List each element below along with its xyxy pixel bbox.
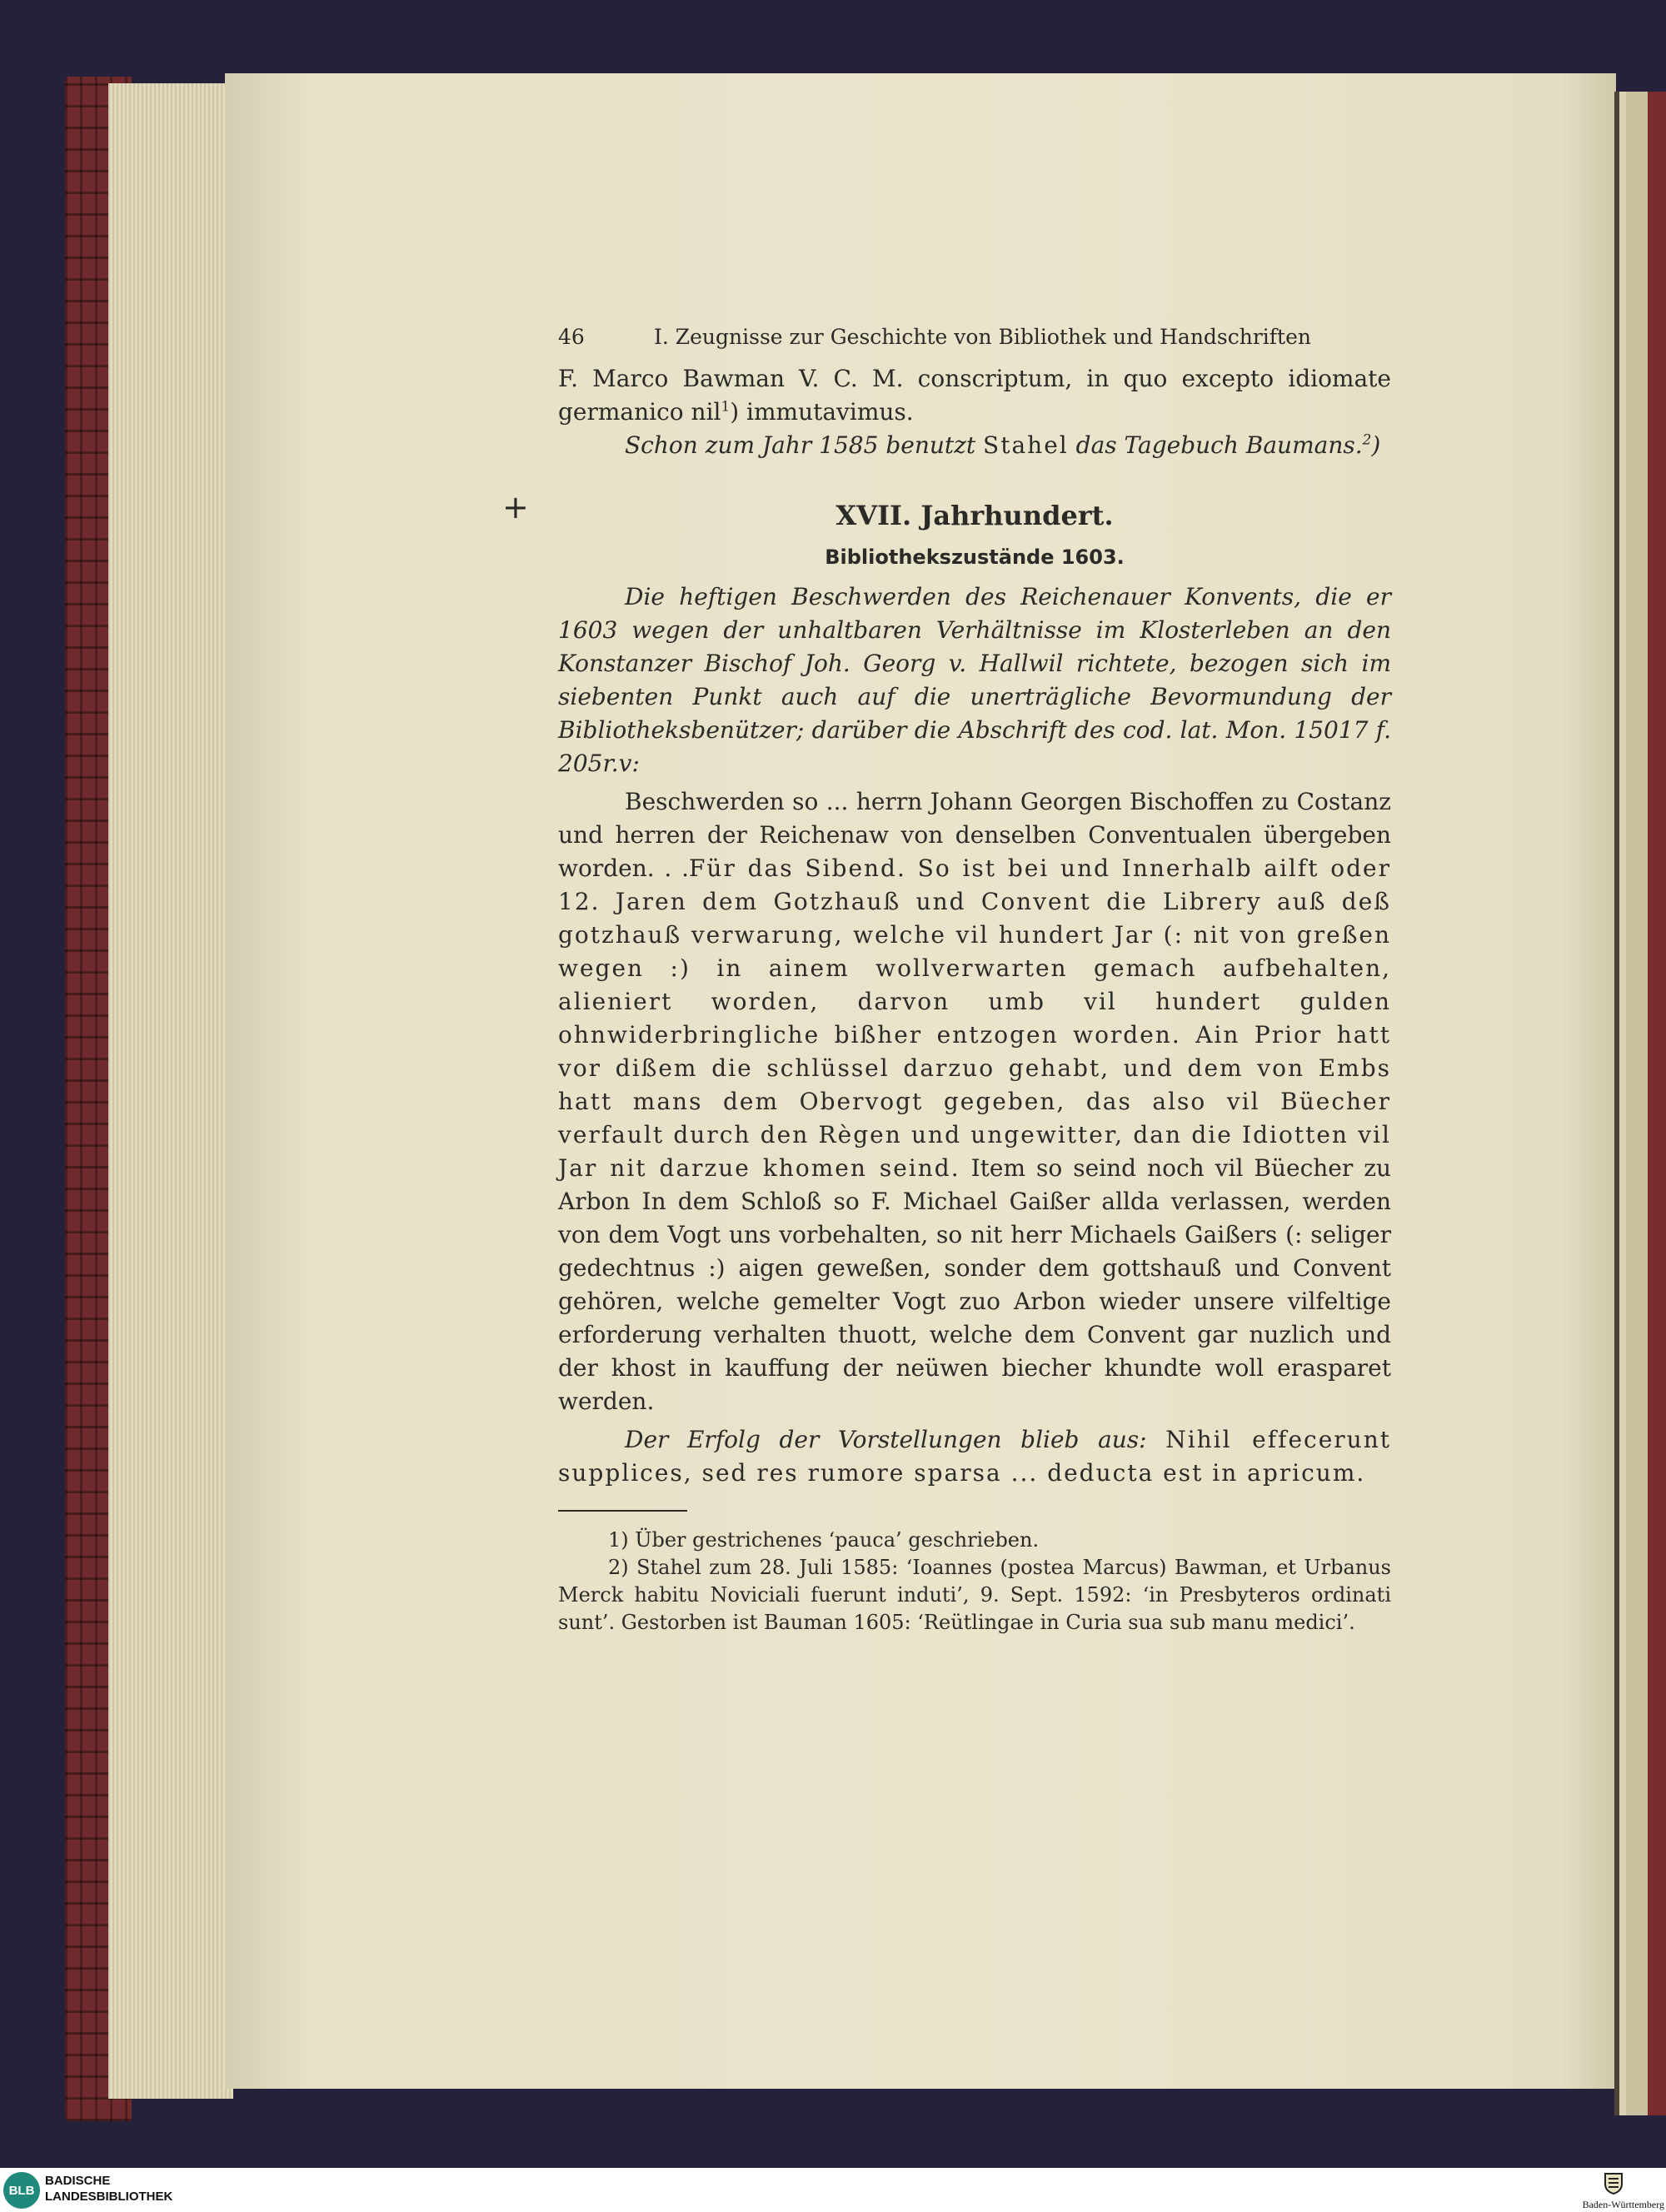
- outcome-paragraph: [558, 1423, 1391, 1490]
- outcome-italic: Der Erfolg der Vorstellungen blieb aus:: [625, 1426, 1147, 1453]
- footnote-ref-1[interactable]: 1: [721, 397, 731, 415]
- note-name: Stahel: [983, 431, 1069, 459]
- running-title: I. Zeugnisse zur Geschichte von Bibliothek und Handschriften: [654, 325, 1312, 349]
- section-heading: XVII. Jahrhundert.: [835, 500, 1114, 531]
- intro-line: F. Marco Bawman V. C. M. conscriptum, in quo excepto idiomate germanico nil: [558, 365, 1391, 426]
- quote-rest: Item so seind noch vil Büecher zu Arbon In dem Schloß so F. Michael Gaißer allda verlassen, werden von dem Vogt uns vorbehalten, so nit herr Michaels Gaißers (: seliger gedechtnus :) aigen geweßen, sonder dem gottshauß und Convent gehören, welche gemelter Vogt zuo Arbon wieder unsere vilfeltige erforderung verhalten thuott, welche dem Convent gar nuzlich und der khost in kauffung der neüwen biecher khundte woll erasparet werden.: [558, 1154, 1392, 1415]
- note-rest: das Tagebuch Baumans.: [1075, 431, 1363, 459]
- footnote-1: 1) Über gestrichenes ‘pauca’ geschrieben.: [608, 1528, 1040, 1552]
- outcome-latin: Nihil effecerunt supplices, sed res rumore sparsa ... deducta est in apricum.: [558, 1426, 1391, 1487]
- running-head: [558, 321, 1391, 354]
- blb-logo-badge[interactable]: BLB: [3, 2172, 40, 2209]
- footnotes: [558, 1527, 1391, 1637]
- state-label: Baden-Württemberg: [1582, 2199, 1664, 2210]
- summary-paragraph: Die heftigen Beschwerden des Reichenauer Konvents, die er 1603 wegen der unhaltbaren Verhältnisse im Klosterleben an den Konstanzer Bischof Joh. Georg v. Hallwil richtete, bezogen sich im siebenten Punkt auch auf die unerträgliche Bevormundung der Bibliotheksbenützer; darüber die Abschrift des cod. lat. Mon. 15017 f. 205r.v:: [558, 583, 1391, 777]
- page-text-block: [558, 321, 1391, 1637]
- page-number: 46: [558, 325, 585, 349]
- note-paragraph: [558, 429, 1391, 462]
- margin-mark: +: [502, 489, 529, 526]
- quote-intro: Beschwerden so ... herrn Johann Georgen Bischoffen zu Costanz und herren der Reichenaw von denselben Conventualen übergeben worden. . .: [558, 788, 1391, 882]
- note-line: Schon zum Jahr 1585 benutzt: [625, 431, 976, 459]
- library-name: BADISCHE LANDESBIBLIOTHEK: [45, 2174, 173, 2204]
- page-stack: [108, 83, 233, 2099]
- footnote-ref-2[interactable]: 2: [1362, 431, 1372, 448]
- intro-paragraph: [558, 362, 1391, 429]
- quote-spaced-text: Für das Sibend. So ist bei und Innerhalb ailft oder 12. Jaren dem Gotzhauß und Convent die Librery auß deß gotzhauß verwarung, welche vil hundert Jar (: nit von greßen wegen :) in ainem wollverwarten gemach aufbehalten, alieniert worden, darvon umb vil hundert gulden ohnwiderbringliche bißher entzogen worden. Ain Prior hatt vor dißem die schlüssel darzuo gehabt, und dem von Embs hatt mans dem Obervogt gegeben, das also vil Büecher verfault durch den Règen und ungewitter, dan die Idiotten vil Jar nit darzue khomen seind.: [558, 854, 1391, 1182]
- facing-page-edge: [1614, 92, 1666, 2115]
- footnote-rule: [558, 1510, 687, 1512]
- section-subheading: Bibliothekszustände 1603.: [825, 546, 1125, 569]
- footnote-2: 2) Stahel zum 28. Juli 1585: ‘Ioannes (postea Marcus) Bawman, et Urbanus Merck habitu Noviciali fuerunt induti’, 9. Sept. 1592: ‘in Presbyteros ordinati sunt’. Gestorben ist Bauman 1605: ‘Reütlingae in Curia sua sub manu medici’.: [558, 1556, 1391, 1634]
- quote-paragraph: [558, 785, 1391, 1418]
- note-end: ): [1371, 431, 1381, 459]
- coat-of-arms-icon: [1601, 2170, 1626, 2195]
- intro-end: ) immutavimus.: [730, 398, 914, 426]
